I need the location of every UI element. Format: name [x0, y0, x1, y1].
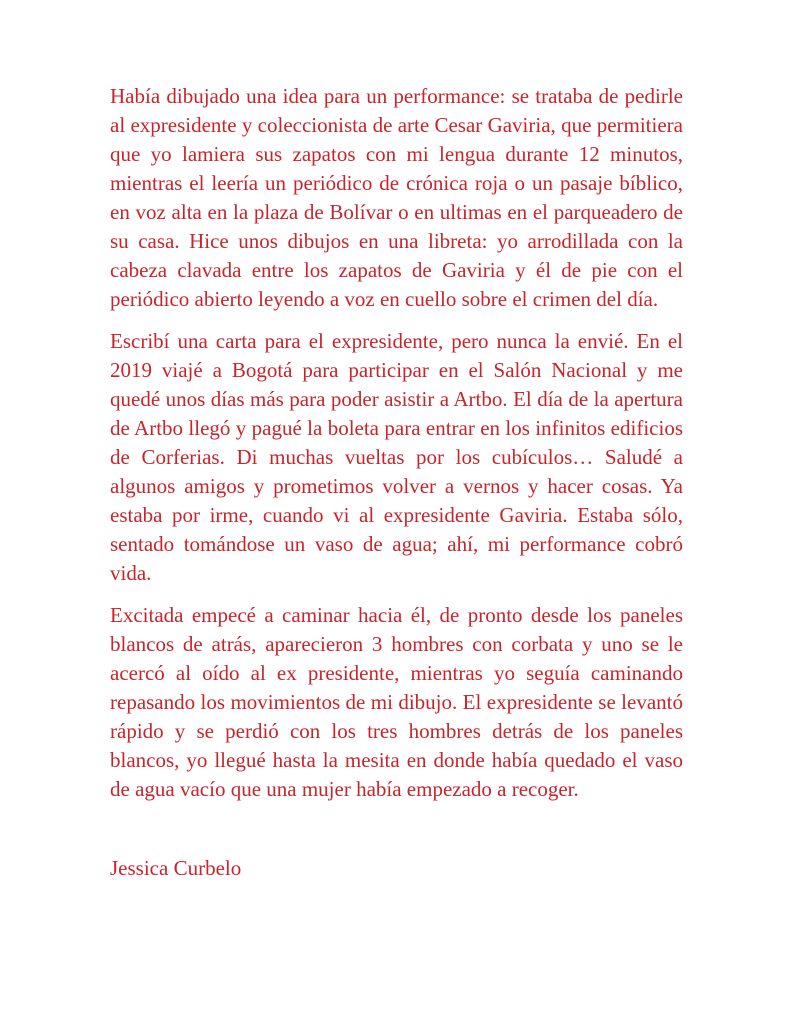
paragraph-3: Excitada empecé a caminar hacia él, de pronto desde los paneles blancos de atrás, aparecieron 3 hombres con corbata y uno se le acercó al oído al ex presidente, mientras yo seguía caminando repasando los movimientos de mi dibujo. El expresidente se levantó rápido y se perdió con los tres hombres detrás de los paneles blancos, yo llegué hasta la mesita en donde había quedado el vaso de agua vacío que una mujer había empezado a recoger.: [110, 603, 683, 801]
author-signature: Jessica Curbelo: [110, 856, 242, 880]
paragraph-1: Había dibujado una idea para un performance: se trataba de pedirle al expresidente y coleccionista de arte Cesar Gaviria, que permitiera que yo lamiera sus zapatos con mi lengua durante 12 minutos, mientras el leería un periódico de crónica roja o un pasaje bíblico, en voz alta en la plaza de Bolívar o en ultimas en el parqueadero de su casa. Hice unos dibujos en una libreta: yo arrodillada con la cabeza clavada entre los zapatos de Gaviria y él de pie con el periódico abierto leyendo a voz en cuello sobre el crimen del día.: [110, 84, 683, 311]
paragraph-2: Escribí una carta para el expresidente, pero nunca la envié. En el 2019 viajé a Bogotá para participar en el Salón Nacional y me quedé unos días más para poder asistir a Artbo. El día de la apertura de Artbo llegó y pagué la boleta para entrar en los infinitos edificios de Corferias. Di muchas vueltas por los cubículos… Saludé a algunos amigos y prometimos volver a vernos y hacer cosas. Ya estaba por irme, cuando vi al expresidente Gaviria. Estaba sólo, sentado tomándose un vaso de agua; ahí, mi performance cobró vida.: [110, 329, 683, 585]
